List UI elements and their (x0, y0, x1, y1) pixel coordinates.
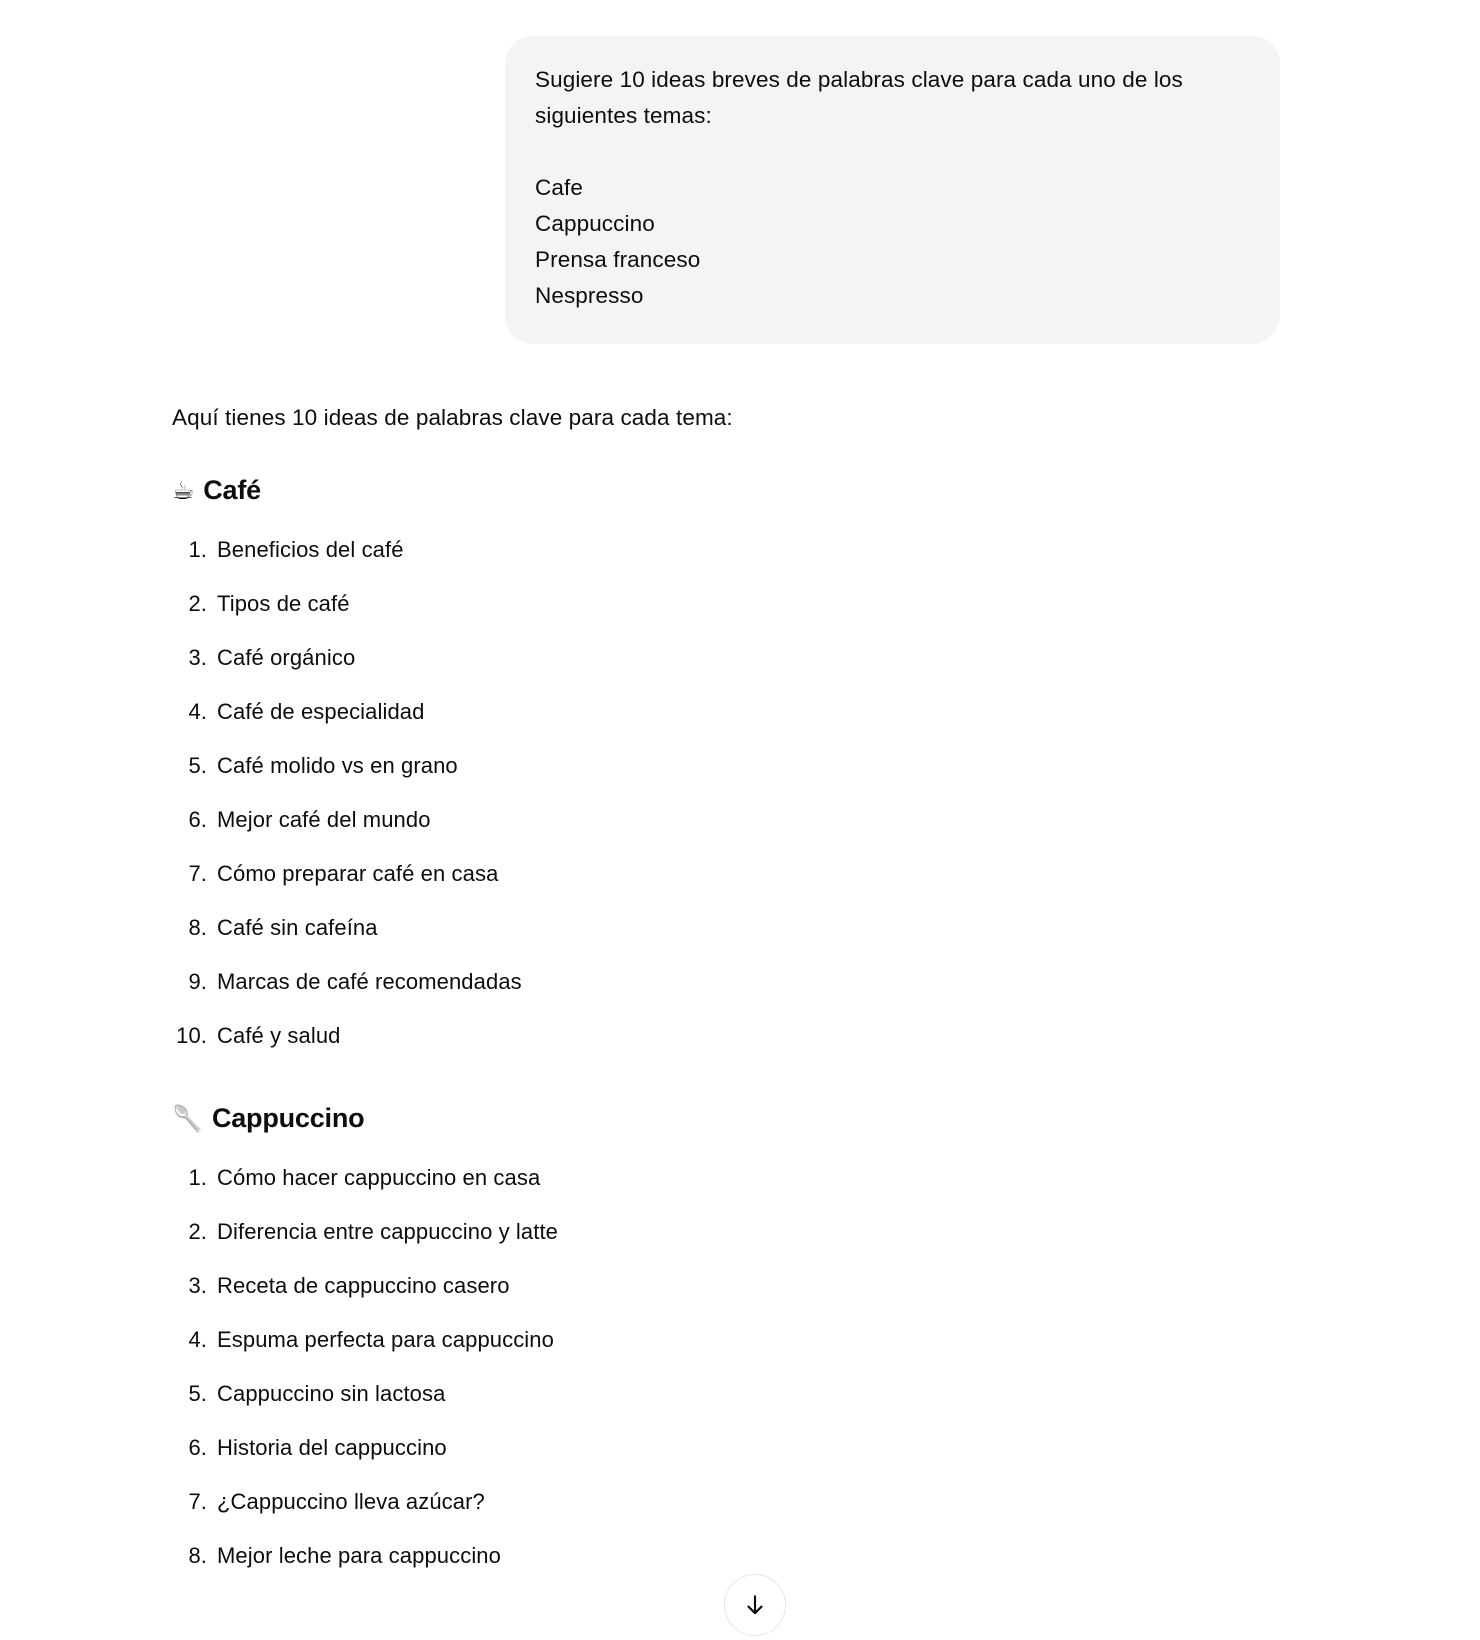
list-item (172, 1529, 1480, 1583)
keyword-list-cappuccino (172, 1135, 1480, 1583)
section-heading-cafe (172, 435, 1480, 507)
list-marker: 8. (188, 915, 207, 940)
list-item-text: Café orgánico (217, 645, 356, 670)
list-item-text: ¿Cappuccino lleva azúcar? (217, 1489, 485, 1514)
list-item-text: Historia del cappuccino (217, 1435, 447, 1460)
list-marker: 1. (188, 537, 207, 562)
list-item-text: Café y salud (217, 1023, 341, 1048)
list-marker: 2. (188, 1219, 207, 1244)
list-item-text: Café sin cafeína (217, 915, 378, 940)
list-marker: 4. (188, 699, 207, 724)
list-item (172, 523, 1480, 577)
list-item-text: Diferencia entre cappuccino y latte (217, 1219, 559, 1244)
list-item (172, 1367, 1480, 1421)
list-item-text: Receta de cappuccino casero (217, 1273, 510, 1298)
keyword-list-cafe (172, 507, 1480, 1063)
list-marker: 6. (188, 1435, 207, 1460)
list-item-text: Cappuccino sin lactosa (217, 1381, 446, 1406)
list-marker: 7. (188, 861, 207, 886)
list-marker: 8. (188, 1543, 207, 1568)
list-item (172, 685, 1480, 739)
list-item (172, 1205, 1480, 1259)
list-marker: 3. (188, 1273, 207, 1298)
list-item-text: Cómo preparar café en casa (217, 861, 499, 886)
list-item (172, 1421, 1480, 1475)
list-marker: 4. (188, 1327, 207, 1352)
section-title: Café (203, 475, 261, 505)
list-item (172, 577, 1480, 631)
list-item (172, 901, 1480, 955)
list-marker: 6. (188, 807, 207, 832)
list-item (172, 847, 1480, 901)
user-prompt-topics (535, 170, 1240, 314)
topic-line: Nespresso (535, 283, 644, 308)
list-marker: 5. (188, 1381, 207, 1406)
list-marker: 3. (188, 645, 207, 670)
hot-beverage-emoji: ☕ (172, 475, 195, 505)
scroll-to-bottom-button[interactable] (724, 1574, 786, 1636)
assistant-intro-text: Aquí tienes 10 ideas de palabras clave para cada tema: (172, 405, 733, 430)
assistant-message (0, 344, 1480, 1583)
list-item (172, 1259, 1480, 1313)
topic-line: Prensa franceso (535, 247, 701, 272)
section-title: Cappuccino (211, 1103, 365, 1133)
list-item-text: Tipos de café (217, 591, 350, 616)
list-item-text: Beneficios del café (217, 537, 404, 562)
user-message-row (0, 0, 1480, 344)
list-marker: 10. (176, 1023, 207, 1048)
topic-line: Cafe (535, 175, 583, 200)
list-marker: 1. (188, 1165, 207, 1190)
list-item-text: Cómo hacer cappuccino en casa (217, 1165, 541, 1190)
list-item-text: Espuma perfecta para cappuccino (217, 1327, 554, 1352)
list-item (172, 1009, 1480, 1063)
list-item (172, 631, 1480, 685)
list-item (172, 739, 1480, 793)
list-item-text: Marcas de café recomendadas (217, 969, 522, 994)
topic-line: Cappuccino (535, 211, 655, 236)
user-prompt-intro: Sugiere 10 ideas breves de palabras clave para cada uno de los siguientes temas: (535, 67, 1183, 128)
list-item (172, 1151, 1480, 1205)
section-heading-cappuccino (172, 1063, 1480, 1135)
list-marker: 9. (188, 969, 207, 994)
list-marker: 2. (188, 591, 207, 616)
list-item (172, 793, 1480, 847)
list-item (172, 1475, 1480, 1529)
arrow-down-icon (742, 1592, 768, 1618)
list-item (172, 955, 1480, 1009)
list-item-text: Mejor café del mundo (217, 807, 431, 832)
list-item (172, 1313, 1480, 1367)
list-item-text: Café molido vs en grano (217, 753, 458, 778)
user-message-bubble[interactable] (505, 36, 1280, 344)
list-item-text: Mejor leche para cappuccino (217, 1543, 501, 1568)
list-marker: 5. (188, 753, 207, 778)
list-marker: 7. (188, 1489, 207, 1514)
list-item-text: Café de especialidad (217, 699, 425, 724)
spoon-emoji: 🥄 (172, 1103, 203, 1133)
